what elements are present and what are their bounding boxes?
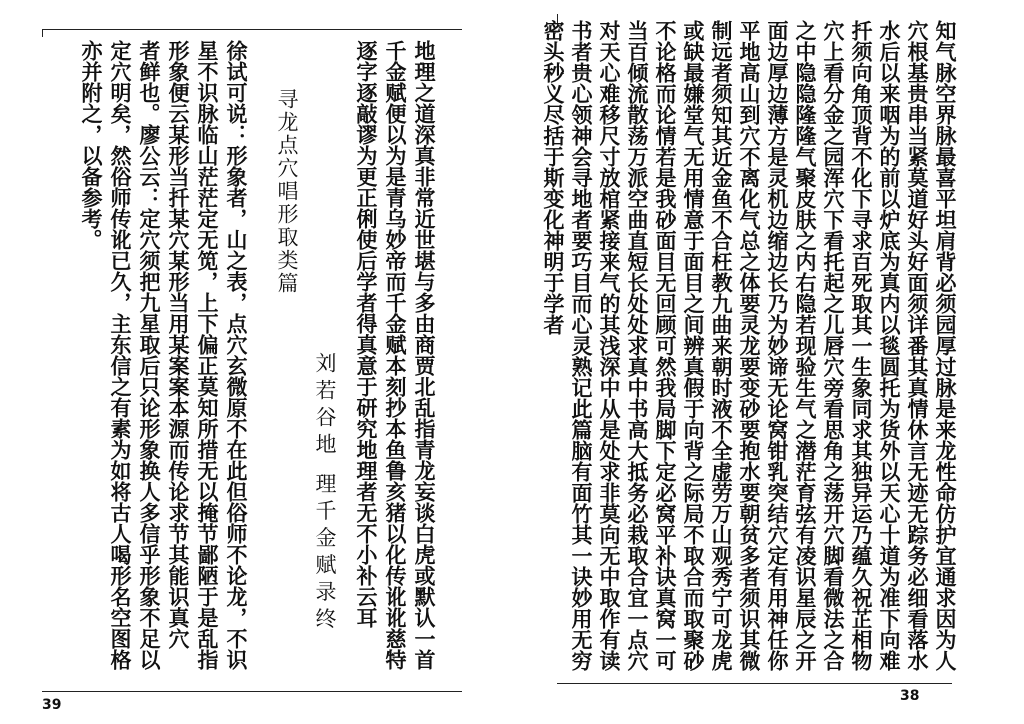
text-column-15: 密头秒义尽括于斯变化神明于学者 (541, 20, 566, 335)
bottom-rule (557, 683, 952, 684)
text-column-6: 之中隐隐隆隆气聚皮肤之内右隐若现验生气之潜茫育弦有凌识星辰之开 (793, 20, 818, 671)
top-rule (42, 29, 462, 30)
section-heading: 寻龙点穴唱形取类篇 (275, 88, 299, 295)
text-column-12: 当百倾流散荡万派空曲直短长处处求真中书高大抵务必栽取合宜一点穴 (625, 20, 650, 671)
text-column-1: 知气脉空界脉最喜平坦肩背必须园厚过脉是来龙性命仿护宜通求因为人 (933, 20, 958, 671)
page-number: 38 (900, 688, 920, 704)
intro-column-3: 逐字逐敲谬为更正俐使后学者得真意于研究地理者无不小补云耳 (354, 40, 379, 628)
bottom-rule (42, 691, 462, 692)
intro-column-2: 千金赋便以为是青乌妙帝而千金赋本刻抄本鱼鲁亥猪以化传讹讹慈特 (383, 40, 408, 670)
body-column-2: 星不识脉临山茫茫定无笕，上下偏正莫知所措无以掩节鄙陋于是乱指 (195, 40, 220, 670)
left-page (0, 0, 505, 724)
text-column-3: 水后以来咽为的前以炉底为真内以毯圆托为货外以天心十道为准下向难 (877, 20, 902, 671)
text-column-4: 扦须向角顶背不化下寻求百死取其一生象同求其独异运乃蕴久祝芷相物 (849, 20, 874, 671)
byline: 刘若谷地 理千金赋录终 (313, 352, 337, 635)
body-column-1: 徐试可说：形象者，山之表，点穴玄微原不在此但俗师不论龙，不识 (224, 40, 249, 670)
text-column-9: 制远者须知其近金鱼不合枉教九曲来朝时液不全虚劳万山观秀宁可龙虎 (709, 20, 734, 671)
text-column-7: 面边厚边薄方是灵机边缩边长乃为妙谛无论窝钳乳突结穴定有用神任你 (765, 20, 790, 671)
right-page (505, 0, 1024, 724)
text-column-10: 或缺最嫌堂气无用情意于面目之间辨真假于向背之际局不取合而取聚砂 (681, 20, 706, 671)
text-column-8: 平地高山到穴不离化气总之体要灵龙要变砂要抱水要朝贫多者须识其微 (737, 20, 762, 671)
body-column-5: 定穴明矣，然俗师传讹已久，主东信之有素为如将古人喝形名空图格 (108, 40, 133, 670)
top-left-tick (42, 29, 43, 37)
page-number: 39 (42, 697, 62, 713)
text-column-14: 书者贵心领神会寻地者要巧目而心灵熟记此篇脑有面竹其一诀妙用无穷 (569, 20, 594, 671)
text-column-11: 不论格而论情若是我砂面目无回顾可然我局脚下定必窝平补诀真窝一可 (653, 20, 678, 671)
intro-column-1: 地理之道深真非常近世堪与多由商贾北乱指青龙妄谈白虎或默认一首 (412, 40, 437, 670)
body-column-4: 者鲜也。廖公云：定穴须把九星取后只论形象换人多信乎形象不足以 (137, 40, 162, 670)
body-column-3: 形象便云某形当扦某穴某形当用某案案本源而传论求节其能识真穴 (166, 40, 191, 649)
text-column-13: 对天心难移尺寸放棺紧接来气的其浅深中从是处求非莫向无中取作有读 (597, 20, 622, 671)
body-column-6: 亦并附之，以备参考。 (79, 40, 104, 250)
text-column-2: 穴根基贵串当紧莫道好头好面须详番其真情休言无迹无踪务必细看落水 (905, 20, 930, 671)
text-column-5: 穴上看分金之园浑穴下看托起之儿唇穴旁看思角之荡开穴脚看微法之合 (821, 20, 846, 671)
